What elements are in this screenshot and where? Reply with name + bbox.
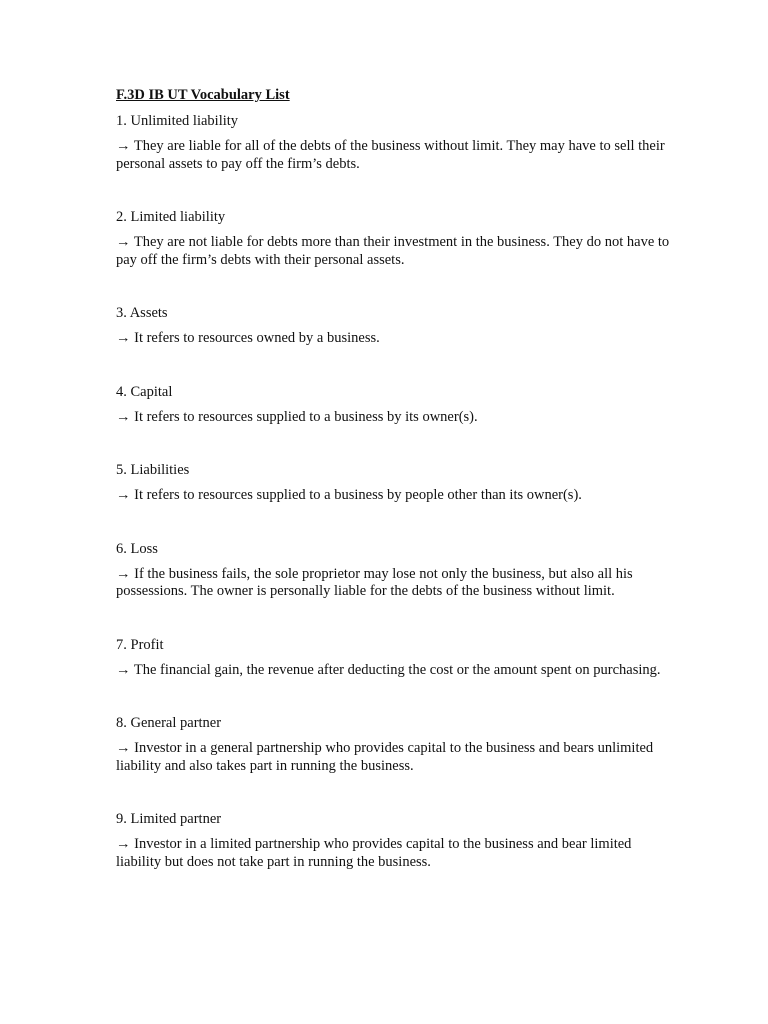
entry-term: 1. Unlimited liability bbox=[116, 113, 239, 129]
entry-definition: → They are not liable for debts more than their investment in the business. They do not have to pay off the firm’s debts with their personal assets. bbox=[116, 234, 670, 268]
vocabulary-entry-limited-partner bbox=[116, 810, 676, 871]
entry-definition: → The financial gain, the revenue after deducting the cost or the amount spent on purchasing. bbox=[116, 661, 661, 678]
vocabulary-entry-unlimited-liability bbox=[116, 112, 676, 173]
entry-term: 9. Limited partner bbox=[116, 811, 222, 827]
entry-definition: → Investor in a general partnership who provides capital to the business and bears unlimited liability and also takes part in running the business. bbox=[116, 740, 654, 774]
entry-term: 4. Capital bbox=[116, 383, 173, 400]
entry-term: 2. Limited liability bbox=[116, 209, 226, 225]
entry-definition: → If the business fails, the sole proprietor may lose not only the business, but also all his possessions. The owner is personally liable for the debts of the business without limit. bbox=[116, 565, 633, 599]
entry-term: 8. General partner bbox=[116, 715, 222, 731]
entry-term: 7. Profit bbox=[116, 636, 164, 653]
entry-definition: → It refers to resources owned by a business. bbox=[116, 330, 380, 346]
entry-term: 6. Loss bbox=[116, 540, 158, 557]
entry-term: 3. Assets bbox=[116, 305, 168, 321]
vocabulary-entry-capital bbox=[116, 383, 676, 427]
vocabulary-entry-limited-liability bbox=[116, 208, 676, 269]
vocabulary-entry-profit bbox=[116, 636, 676, 680]
document-page bbox=[116, 86, 676, 871]
vocabulary-entry-loss bbox=[116, 540, 676, 601]
entry-definition: → It refers to resources supplied to a business by people other than its owner(s). bbox=[116, 487, 582, 503]
vocabulary-entry-general-partner bbox=[116, 714, 676, 775]
entry-definition: → It refers to resources supplied to a business by its owner(s). bbox=[116, 408, 478, 425]
vocabulary-entry-assets bbox=[116, 304, 676, 348]
entry-definition: → Investor in a limited partnership who provides capital to the business and bear limited liability but does not take part in running the business. bbox=[116, 836, 632, 870]
document-title: F.3D IB UT Vocabulary List bbox=[116, 87, 290, 103]
vocabulary-entry-liabilities bbox=[116, 461, 676, 505]
entry-definition: → They are liable for all of the debts of the business without limit. They may have to sell their personal assets to pay off the firm’s debts. bbox=[116, 138, 665, 172]
entry-term: 5. Liabilities bbox=[116, 462, 190, 478]
